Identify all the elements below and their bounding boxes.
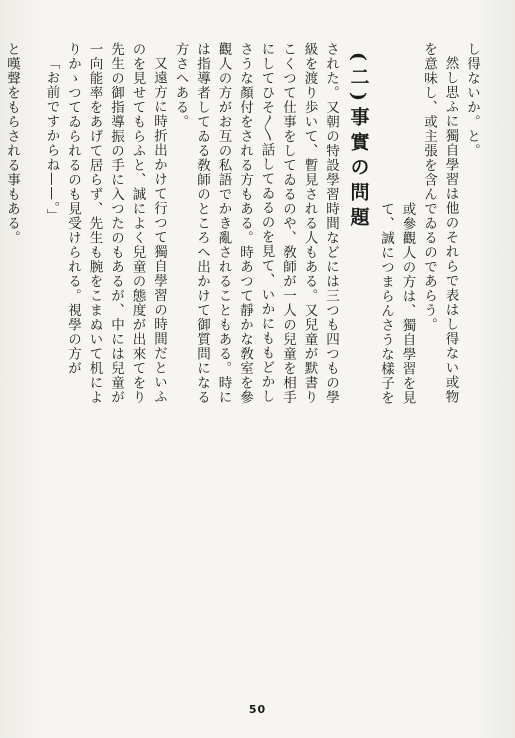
text-line: こくつて仕事をしてゐるのや、敎師が一人の兒童を相手 <box>280 42 296 405</box>
text-line: のを見せてもらふと、誠によく兒童の態度が出來てをり <box>129 42 146 405</box>
text-line: 然し思ふに獨自學習は他のそれらで表はし得ない或物 <box>442 56 459 404</box>
text-line: にしてひそ〳〵話してゐるのを見て、いかにももどかし <box>258 42 275 404</box>
text-line: 級を渡り歩いて、暫見される人もある。又兒童が默書り <box>301 42 318 405</box>
vertical-text-body <box>4 42 482 682</box>
text-line: は指導者してゐる敎師のところへ出かけて御質問になる <box>194 42 210 405</box>
text-line: 先生の御指導振の手に入つたのもあるが、中には兒童が <box>108 42 124 405</box>
text-line: を意味し、或主張を含んでゐるのであらう。 <box>421 42 437 332</box>
text-line: と嘆聲をもらされる事もある。 <box>4 42 20 245</box>
text-line: し得ないか。と。 <box>464 42 480 158</box>
section-heading: (二)事實の問題 <box>347 52 370 232</box>
text-line <box>0 42 1 682</box>
page-number: 50 <box>248 703 267 716</box>
text-line: 觀人の方がお互の私語でかき亂されることもある。時に <box>215 42 232 405</box>
text-line: された。又朝の特設學習時間などには三つも四つもの學 <box>323 42 339 405</box>
text-line: 或參觀人の方は、獨自學習を見 <box>399 202 416 405</box>
text-line: て、誠につまらんさうな樣子を <box>378 202 394 405</box>
text-line: 「お前ですからね——。」 <box>43 56 60 224</box>
text-line: 方さへある。 <box>172 42 189 129</box>
text-line: さうな顏付をされる方もある。時あつて靜かな敎室を參 <box>237 42 253 405</box>
text-line: 又遠方に時折出かけて行つて獨自學習の時間だといふ <box>151 56 167 404</box>
text-line: りかゝつてゐられるのも見受けられる。視學の方が <box>65 42 81 376</box>
text-line: 一向能率をあげて居らず、先生も腕をこまぬいて机によ <box>86 42 103 405</box>
